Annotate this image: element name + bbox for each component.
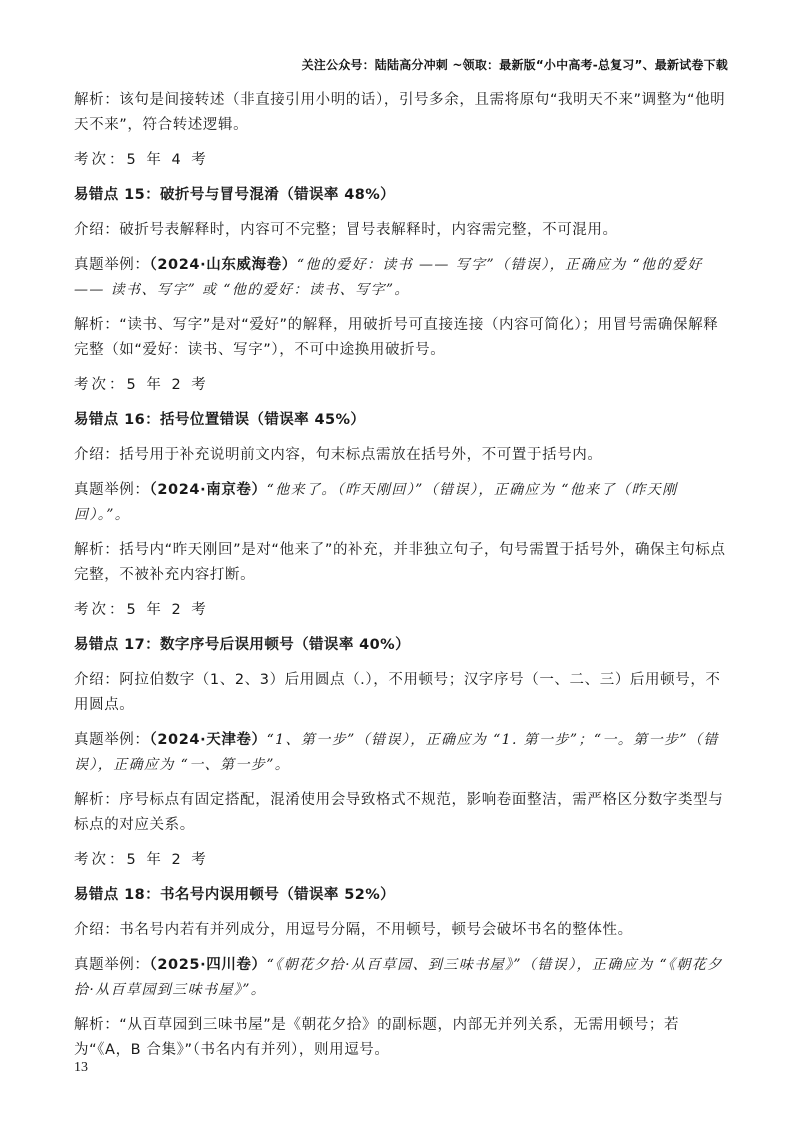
example-body: “他来了。（昨天刚回）”（错误），正确应为 “他来了（昨天刚回）。”。 bbox=[74, 482, 678, 523]
intro-paragraph: 介绍：括号用于补充说明前文内容，句末标点需放在括号外，不可置于括号内。 bbox=[74, 447, 603, 463]
page-content bbox=[74, 88, 726, 1073]
example-body: “1、第一步”（错误），正确应为 “1. 第一步”；“一。第一步”（错误），正确应为 “一、第一步”。 bbox=[74, 732, 719, 773]
example-body: “《朝花夕拾·从百草园、到三味书屋》”（错误），正确应为 “《朝花夕拾·从百草园到三味书屋》”。 bbox=[74, 957, 723, 998]
error-point-heading: 易错点 17：数字序号后误用顿号（错误率 40%） bbox=[74, 637, 410, 653]
example-source: （2024·山东威海卷） bbox=[149, 257, 297, 273]
intro-paragraph: 介绍：破折号表解释时，内容可不完整；冒号表解释时，内容需完整，不可混用。 bbox=[74, 222, 618, 238]
example-label: 真题举例： bbox=[74, 732, 150, 748]
example-label: 真题举例： bbox=[74, 257, 150, 273]
exam-count: 考次：5 年 2 考 bbox=[74, 602, 209, 618]
intro-paragraph: 介绍：阿拉伯数字（1、2、3）后用圆点（.），不用顿号；汉字序号（一、二、三）后用顿号，不用圆点。 bbox=[74, 672, 721, 713]
error-point-heading: 易错点 18：书名号内误用顿号（错误率 52%） bbox=[74, 887, 396, 903]
analysis-paragraph: 解析：“从百草园到三味书屋”是《朝花夕拾》的副标题，内部无并列关系，无需用顿号；若为“《A，B 合集》”（书名内有并列），则用逗号。 bbox=[74, 1017, 680, 1058]
exam-count: 考次：5 年 2 考 bbox=[74, 852, 209, 868]
page-header: 关注公众号：陆陆高分冲刺 ~领取：最新版“小中高考-总复习”、最新试卷下载 bbox=[301, 58, 728, 72]
error-point-heading: 易错点 16：括号位置错误（错误率 45%） bbox=[74, 412, 366, 428]
analysis-paragraph: 解析：括号内“昨天刚回”是对“他来了”的补充，并非独立句子，句号需置于括号外，确保主句标点完整，不被补充内容打断。 bbox=[74, 542, 726, 583]
analysis-paragraph: 解析：“读书、写字”是对“爱好”的解释，用破折号可直接连接（内容可简化）；用冒号需确保解释完整（如“爱好：读书、写字”），不可中途换用破折号。 bbox=[74, 317, 719, 358]
page-number: 13 bbox=[74, 1060, 88, 1075]
exam-example bbox=[74, 953, 726, 1003]
example-body: “他的爱好：读书 —— 写字”（错误），正确应为 “他的爱好 —— 读书、写字” 或 “他的爱好：读书、写字”。 bbox=[74, 257, 703, 298]
exam-count: 考次：5 年 2 考 bbox=[74, 377, 209, 393]
example-label: 真题举例： bbox=[74, 957, 150, 973]
exam-count: 考次：5 年 4 考 bbox=[74, 152, 209, 168]
example-source: （2024·南京卷） bbox=[149, 482, 267, 498]
example-source: （2025·四川卷） bbox=[149, 957, 267, 973]
example-source: （2024·天津卷） bbox=[149, 732, 267, 748]
exam-example bbox=[74, 728, 726, 778]
intro-paragraph: 介绍：书名号内若有并列成分，用逗号分隔，不用顿号，顿号会破坏书名的整体性。 bbox=[74, 922, 633, 938]
exam-example bbox=[74, 478, 726, 528]
analysis-paragraph: 解析：该句是间接转述（非直接引用小明的话），引号多余，且需将原句“我明天不来”调整为“他明天不来”，符合转述逻辑。 bbox=[74, 92, 726, 133]
error-point-heading: 易错点 15：破折号与冒号混淆（错误率 48%） bbox=[74, 187, 396, 203]
analysis-paragraph: 解析：序号标点有固定搭配，混淆使用会导致格式不规范，影响卷面整洁，需严格区分数字类型与标点的对应关系。 bbox=[74, 792, 724, 833]
example-label: 真题举例： bbox=[74, 482, 150, 498]
exam-example bbox=[74, 253, 726, 303]
